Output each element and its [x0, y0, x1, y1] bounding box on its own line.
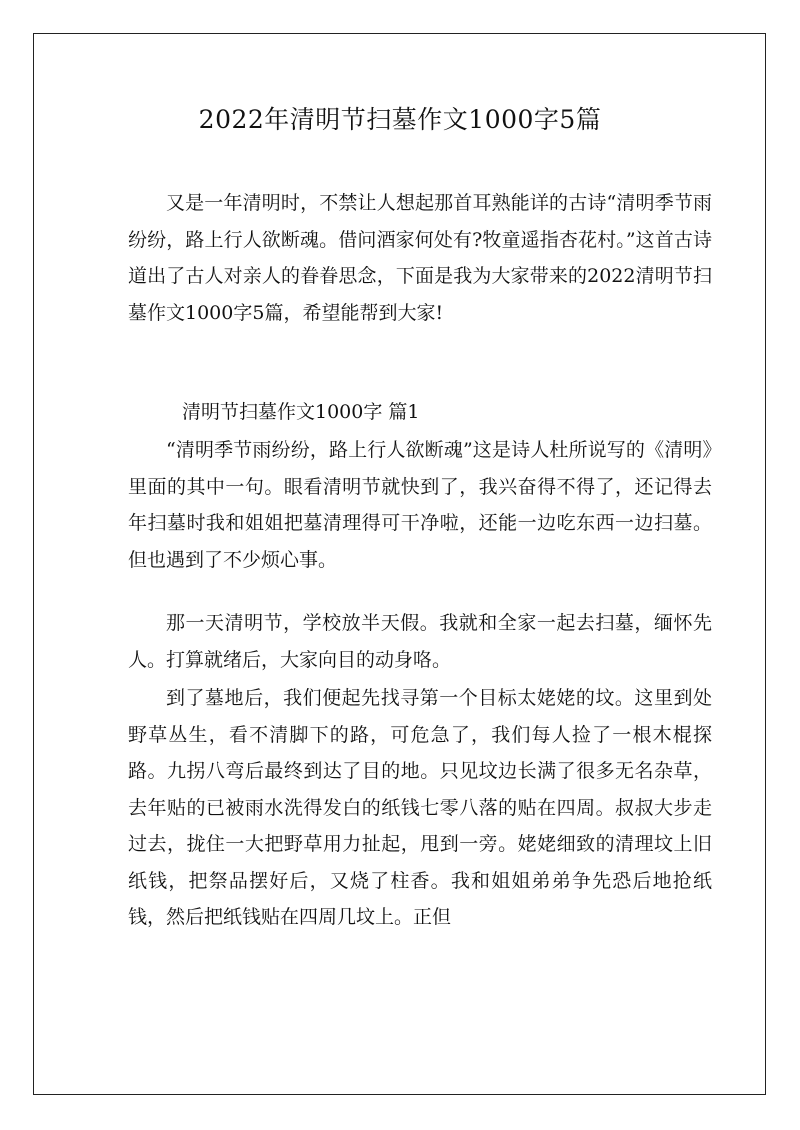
intro-paragraph: 又是一年清明时，不禁让人想起那首耳熟能详的古诗“清明季节雨纷纷，路上行人欲断魂。借问酒家何处有?牧童遥指杏花村。”这首古诗道出了古人对亲人的眷眷思念，下面是我为大家带来的2022清明节扫墓作文1000字5篇，希望能帮到大家!	[128, 192, 712, 324]
section-heading: 清明节扫墓作文1000字 篇1	[182, 401, 420, 423]
body-paragraph-3: 到了墓地后，我们便起先找寻第一个目标太姥姥的坟。这里到处野草丛生，看不清脚下的路，可危急了，我们每人捡了一根木棍探路。九拐八弯后最终到达了目的地。只见坟边长满了很多无名杂草，去年贴的已被雨水洗得发白的纸钱七零八落的贴在四周。叔叔大步走过去，拢住一大把野草用力扯起，甩到一旁。姥姥细致的清理坟上旧纸钱，把祭品摆好后，又烧了柱香。我和姐姐弟弟争先恐后地抢纸钱，然后把纸钱贴在四周几坟上。正但	[128, 687, 712, 928]
document-title: 2022年清明节扫墓作文1000字5篇	[198, 105, 602, 134]
body-paragraph-2: 那一天清明节，学校放半天假。我就和全家一起去扫墓，缅怀先人。打算就绪后，大家向目的动身咯。	[128, 612, 712, 671]
body-paragraph-1: “清明季节雨纷纷，路上行人欲断魂”这是诗人杜所说写的《清明》里面的其中一句。眼看清明节就快到了，我兴奋得不得了，还记得去年扫墓时我和姐姐把墓清理得可干净啦，还能一边吃东西一边扫墓。但也遇到了不少烦心事。	[128, 439, 712, 571]
